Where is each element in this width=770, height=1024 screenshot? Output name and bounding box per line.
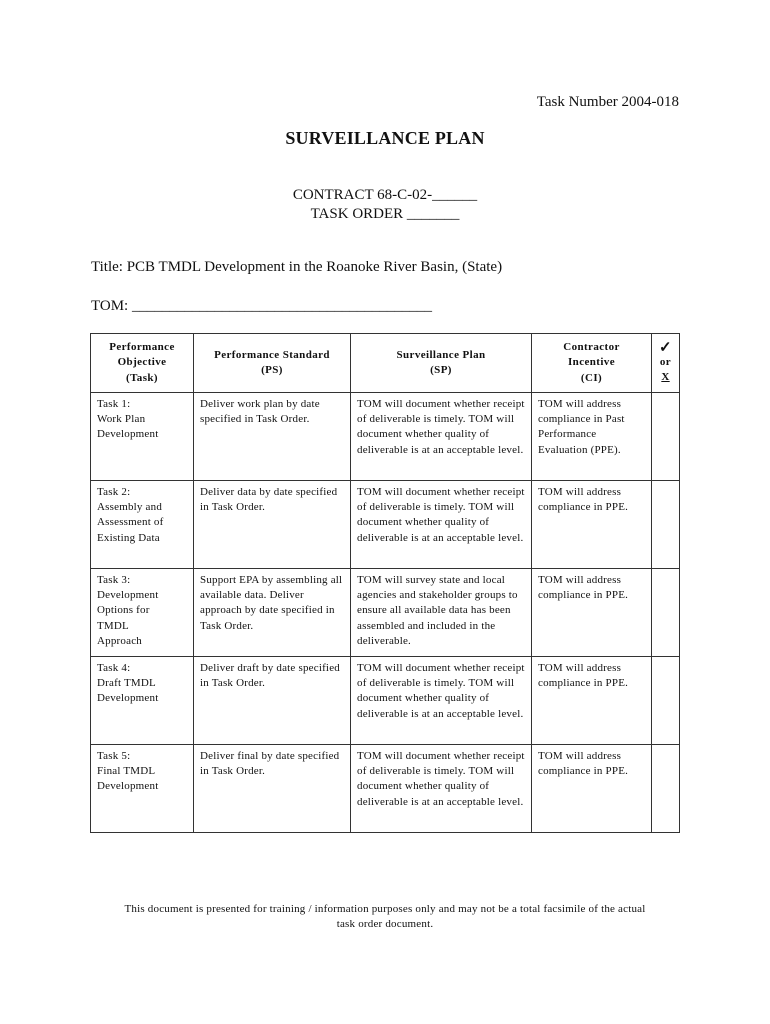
header-incentive: Contractor Incentive (CI) <box>532 334 652 393</box>
objective-cell: Task 5: Final TMDL Development <box>91 745 194 833</box>
incentive-cell: TOM will address compliance in PPE. <box>532 481 652 569</box>
header-check <box>652 334 680 393</box>
surveillance-cell: TOM will document whether receipt of deliverable is timely. TOM will document whether quality of deliverable is at an acceptable level. <box>351 481 532 569</box>
surveillance-table <box>90 333 680 833</box>
standard-cell: Deliver work plan by date specified in Task Order. <box>194 393 351 481</box>
table-row <box>91 569 680 657</box>
checkmark-icon: ✓ <box>659 339 672 356</box>
incentive-cell: TOM will address compliance in Past Performance Evaluation (PPE). <box>532 393 652 481</box>
table-row <box>91 393 680 481</box>
contract-block <box>0 186 770 224</box>
footer-line-1: This document is presented for training / information purposes only and may not be a total facsimile of the actual <box>124 903 646 915</box>
footer-line-2: task order document. <box>336 918 434 930</box>
check-cell[interactable] <box>652 657 680 745</box>
incentive-cell: TOM will address compliance in PPE. <box>532 657 652 745</box>
task-number: Task Number 2004-018 <box>536 94 679 110</box>
document-title: Title: PCB TMDL Development in the Roanoke River Basin, (State) <box>91 259 503 275</box>
incentive-cell: TOM will address compliance in PPE. <box>532 569 652 657</box>
contract-number: CONTRACT 68-C-02-______ <box>292 187 478 203</box>
header-objective: Performance Objective (Task) <box>91 334 194 393</box>
objective-cell: Task 4: Draft TMDL Development <box>91 657 194 745</box>
standard-cell: Support EPA by assembling all available data. Deliver approach by date specified in Task Order. <box>194 569 351 657</box>
header-check-or: or <box>659 355 672 368</box>
header-surveillance: Surveillance Plan (SP) <box>351 334 532 393</box>
disclaimer-footer <box>0 902 770 932</box>
standard-cell: Deliver data by date specified in Task Order. <box>194 481 351 569</box>
table-row <box>91 745 680 833</box>
header-check-x: X <box>661 371 670 383</box>
table-row <box>91 481 680 569</box>
tom-field: TOM: ________________________________________ <box>91 298 432 314</box>
objective-cell: Task 1: Work Plan Development <box>91 393 194 481</box>
surveillance-cell: TOM will document whether receipt of deliverable is timely. TOM will document whether quality of deliverable is at an acceptable level. <box>351 657 532 745</box>
surveillance-cell: TOM will document whether receipt of deliverable is timely. TOM will document whether quality of deliverable is at an acceptable level. <box>351 393 532 481</box>
standard-cell: Deliver draft by date specified in Task Order. <box>194 657 351 745</box>
standard-cell: Deliver final by date specified in Task Order. <box>194 745 351 833</box>
surveillance-cell: TOM will survey state and local agencies and stakeholder groups to ensure all available data has been assembled and included in the deliverable. <box>351 569 532 657</box>
table-header-row <box>91 334 680 393</box>
table-row <box>91 657 680 745</box>
check-cell[interactable] <box>652 393 680 481</box>
objective-cell: Task 3: Development Options for TMDL Approach <box>91 569 194 657</box>
check-cell[interactable] <box>652 481 680 569</box>
check-cell[interactable] <box>652 745 680 833</box>
header-standard: Performance Standard (PS) <box>194 334 351 393</box>
check-cell[interactable] <box>652 569 680 657</box>
task-order-number: TASK ORDER _______ <box>310 206 460 222</box>
objective-cell: Task 2: Assembly and Assessment of Existing Data <box>91 481 194 569</box>
incentive-cell: TOM will address compliance in PPE. <box>532 745 652 833</box>
page-title: SURVEILLANCE PLAN <box>285 128 485 148</box>
surveillance-cell: TOM will document whether receipt of deliverable is timely. TOM will document whether quality of deliverable is at an acceptable level. <box>351 745 532 833</box>
